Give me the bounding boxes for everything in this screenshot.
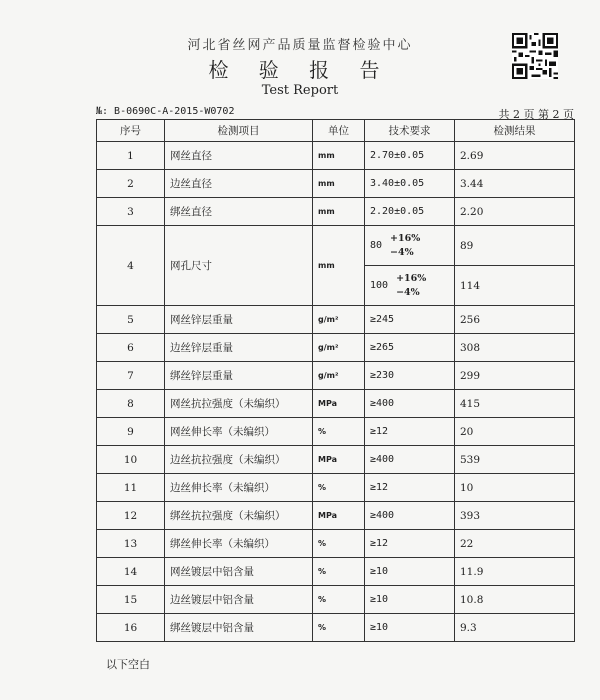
row-number: 3: [97, 198, 165, 226]
unit: %: [313, 474, 365, 502]
tolerance: [396, 272, 426, 300]
col-header-unit: 单位: [313, 120, 365, 142]
test-item: 网丝伸长率（未编织）: [165, 418, 313, 446]
row-number: 8: [97, 390, 165, 418]
table-row: [97, 614, 575, 642]
row-number: 6: [97, 334, 165, 362]
report-title: 检 验 报 告: [208, 58, 392, 82]
result: 10.8: [455, 586, 575, 614]
result: 539: [455, 446, 575, 474]
row-number: 2: [97, 170, 165, 198]
unit: g/m²: [313, 362, 365, 390]
requirement: ≥265: [365, 334, 455, 362]
test-results-table: [96, 119, 575, 642]
unit: %: [313, 558, 365, 586]
result-subrow: 114: [455, 265, 574, 305]
test-item: 边丝抗拉强度（未编织）: [165, 446, 313, 474]
unit: %: [313, 586, 365, 614]
table-header-row: [97, 120, 575, 142]
row-number: 11: [97, 474, 165, 502]
result: 308: [455, 334, 575, 362]
requirement: ≥400: [365, 390, 455, 418]
row-number: 1: [97, 142, 165, 170]
test-item: 绑丝直径: [165, 198, 313, 226]
row-number: 14: [97, 558, 165, 586]
test-item: 网丝锌层重量: [165, 306, 313, 334]
test-item: 绑丝锌层重量: [165, 362, 313, 390]
result: 20: [455, 418, 575, 446]
result: 11.9: [455, 558, 575, 586]
test-item: 绑丝抗拉强度（未编织）: [165, 502, 313, 530]
requirement: [365, 226, 455, 306]
result: 2.69: [455, 142, 575, 170]
report-number: №: B-0690C-A-2015-W0702: [96, 106, 235, 117]
requirement: 2.70±0.05: [365, 142, 455, 170]
result: 256: [455, 306, 575, 334]
test-item: 网丝直径: [165, 142, 313, 170]
result: 299: [455, 362, 575, 390]
requirement: ≥10: [365, 558, 455, 586]
result: 9.3: [455, 614, 575, 642]
requirement: 2.20±0.05: [365, 198, 455, 226]
col-header-result: 检测结果: [455, 120, 575, 142]
table-row: [97, 306, 575, 334]
unit: g/m²: [313, 334, 365, 362]
tolerance-plus: +16%: [396, 272, 427, 284]
test-item: 网孔尺寸: [165, 226, 313, 306]
result: 415: [455, 390, 575, 418]
table-row: [97, 390, 575, 418]
row-number: 16: [97, 614, 165, 642]
requirement: ≥245: [365, 306, 455, 334]
unit: %: [313, 614, 365, 642]
requirement-subrow: [365, 226, 454, 265]
result: [455, 226, 575, 306]
row-number: 13: [97, 530, 165, 558]
page-indicator: 共 2 页 第 2 页: [498, 108, 574, 121]
table-row: [97, 558, 575, 586]
col-header-item: 检测项目: [165, 120, 313, 142]
unit: mm: [313, 170, 365, 198]
unit: MPa: [313, 390, 365, 418]
row-number: 7: [97, 362, 165, 390]
result: 22: [455, 530, 575, 558]
tolerance-plus: +16%: [390, 232, 421, 244]
test-item: 绑丝伸长率（未编织）: [165, 530, 313, 558]
requirement: ≥10: [365, 614, 455, 642]
table-row: [97, 586, 575, 614]
row-number: 9: [97, 418, 165, 446]
tolerance: [390, 232, 420, 260]
row-number: 5: [97, 306, 165, 334]
col-header-no: 序号: [97, 120, 165, 142]
requirement-base: 80: [370, 240, 383, 251]
result: 393: [455, 502, 575, 530]
unit: MPa: [313, 446, 365, 474]
row-number: 10: [97, 446, 165, 474]
test-item: 边丝伸长率（未编织）: [165, 474, 313, 502]
test-item: 网丝抗拉强度（未编织）: [165, 390, 313, 418]
qr-code-icon: [512, 33, 558, 79]
table-row: [97, 226, 575, 306]
result-subrow: 89: [460, 239, 474, 252]
unit: mm: [313, 198, 365, 226]
unit: %: [313, 418, 365, 446]
row-number: 15: [97, 586, 165, 614]
requirement: ≥230: [365, 362, 455, 390]
test-item: 绑丝镀层中铝含量: [165, 614, 313, 642]
requirement: ≥400: [365, 502, 455, 530]
table-row: [97, 446, 575, 474]
unit: mm: [313, 142, 365, 170]
requirement-base: 100: [370, 280, 389, 291]
table-row: [97, 502, 575, 530]
tolerance-minus: −4%: [390, 246, 414, 258]
requirement-subrow: [365, 265, 454, 305]
test-item: 网丝镀层中铝含量: [165, 558, 313, 586]
tolerance-minus: −4%: [396, 286, 420, 298]
unit: g/m²: [313, 306, 365, 334]
table-row: [97, 530, 575, 558]
table-row: [97, 474, 575, 502]
table-row: [97, 170, 575, 198]
unit: %: [313, 530, 365, 558]
test-item: 边丝直径: [165, 170, 313, 198]
requirement: ≥10: [365, 586, 455, 614]
result: 3.44: [455, 170, 575, 198]
row-number: 4: [97, 226, 165, 306]
result: 10: [455, 474, 575, 502]
organization-name: 河北省丝网产品质量监督检验中心: [187, 38, 413, 53]
requirement: ≥12: [365, 418, 455, 446]
result: 2.20: [455, 198, 575, 226]
unit: MPa: [313, 502, 365, 530]
report-subtitle: Test Report: [261, 83, 339, 98]
test-item: 边丝锌层重量: [165, 334, 313, 362]
requirement: ≥12: [365, 474, 455, 502]
requirement: ≥12: [365, 530, 455, 558]
unit: mm: [313, 226, 365, 306]
table-row: [97, 198, 575, 226]
table-row: [97, 362, 575, 390]
table-row: [97, 142, 575, 170]
requirement: 3.40±0.05: [365, 170, 455, 198]
table-row: [97, 334, 575, 362]
col-header-requirement: 技术要求: [365, 120, 455, 142]
row-number: 12: [97, 502, 165, 530]
requirement: ≥400: [365, 446, 455, 474]
table-row: [97, 418, 575, 446]
test-item: 边丝镀层中铝含量: [165, 586, 313, 614]
end-of-content-note: 以下空白: [106, 658, 150, 671]
